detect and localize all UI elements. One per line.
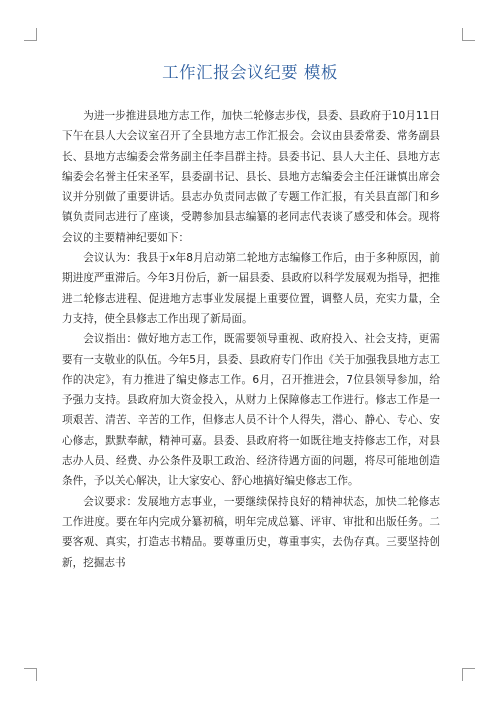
- document-body: [62, 106, 440, 573]
- paragraph-intro: 为进一步推进县地方志工作，加快二轮修志步伐，县委、县政府于10月11日下午在县人大会议室召开了全县地方志工作汇报会。会议由县委常委、常务副县长、县地方志编委会常务副主任李昌群主持。县委书记、县人大主任、县地方志编委会名誉主任宋圣军，县委副书记、县长、县地方志编委会主任汪谦慎出席会议并分别做了重要讲话。县志办负责同志做了专题工作汇报，有关县直部门和乡镇负责同志进行了座谈，受聘参加县志编纂的老同志代表谈了感受和体会。现将会议的主要精神纪要如下：: [62, 110, 440, 244]
- crop-mark-top-right: [462, 28, 475, 41]
- paragraph-points: 会议指出：做好地方志工作，既需要领导重视、政府投入、社会支持，更需要有一支敬业的队伍。今年5月，县委、县政府专门作出《关于加强我县地方志工作的决定》，有力推进了编史修志工作。6月，召开推进会，7位县领导参加，给予强力支持。县政府加大资金投入，从财力上保障修志工作进行。修志工作是一项艰苦、清苦、辛苦的工作，但修志人员不计个人得失，潜心、静心、专心、安心修志，默默奉献，精神可嘉。县委、县政府将一如既往地支持修志工作，对县志办人员、经费、办公条件及职工政治、经济待遇方面的问题，将尽可能地创造条件，予以关心解决，让大家安心、舒心地搞好编史修志工作。: [62, 333, 440, 488]
- paragraph-conclusion: 会议认为：我县于x年8月启动第二轮地方志编修工作后，由于多种原因，前期进度严重滞后。今年3月份后，新一届县委、县政府以科学发展观为指导，把推进二轮修志进程、促进地方志事业发展提上重要位置，调整人员，充实力量，全力支持，使全县修志工作出现了新局面。: [62, 252, 440, 325]
- document-title: 工作汇报会议纪要 模板: [162, 63, 338, 82]
- crop-mark-bottom-left: [24, 668, 37, 681]
- crop-mark-top-left: [24, 28, 37, 41]
- paragraph-requirements: 会议要求：发展地方志事业，一要继续保持良好的精神状态，加快二轮修志工作进度。要在年内完成分纂初稿，明年完成总纂、评审、审批和出版任务。二要客观、真实，打造志书精品。要尊重历史，尊重事实，去伪存真。三要坚持创新，挖掘志书: [62, 495, 440, 569]
- crop-mark-bottom-right: [462, 668, 475, 681]
